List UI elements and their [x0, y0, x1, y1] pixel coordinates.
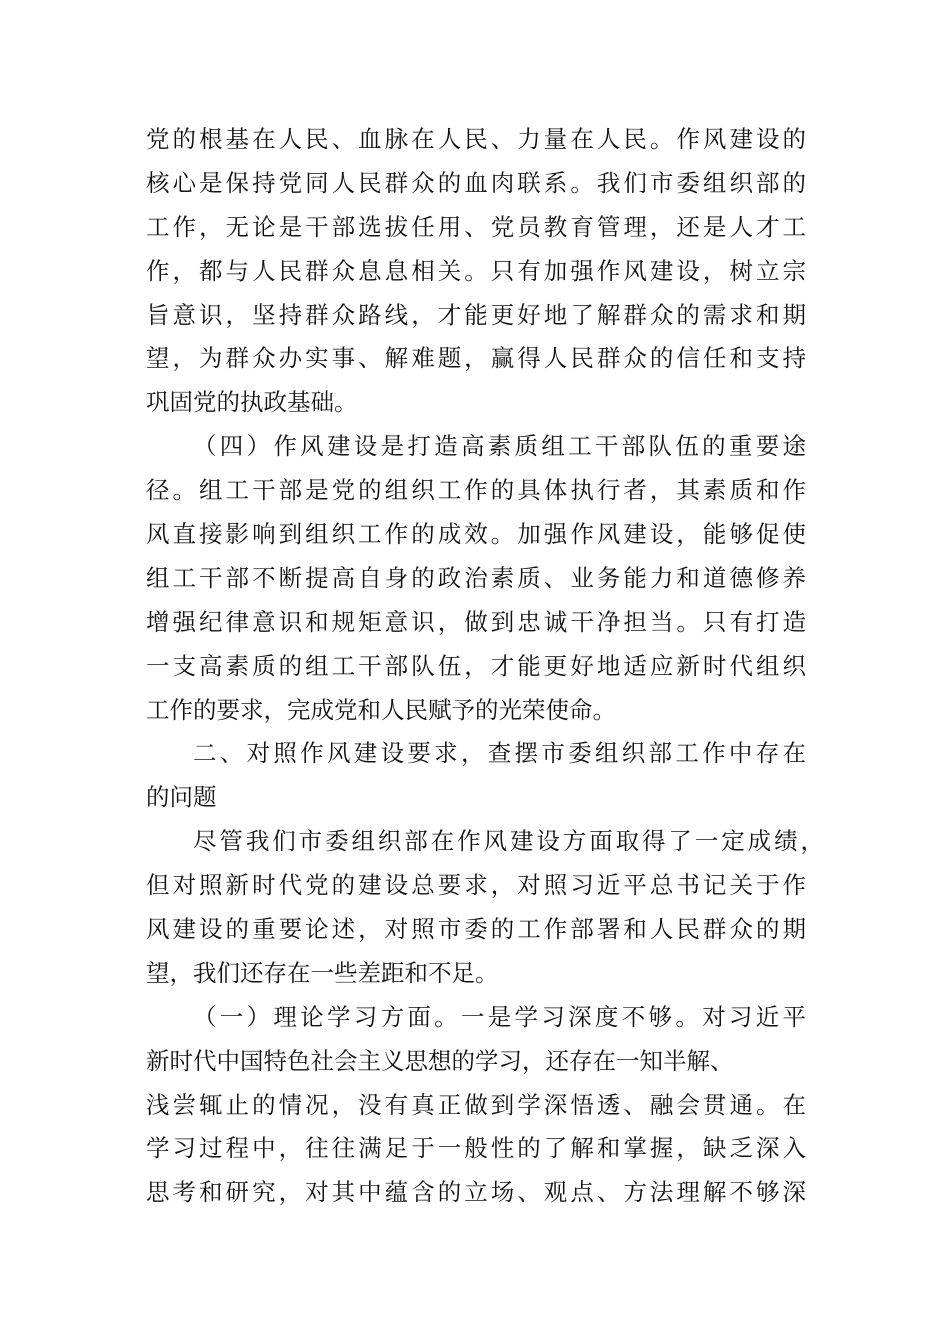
text-line: 巩固党的执政基础。	[146, 388, 358, 417]
text-line: 径。组工干部是党的组织工作的具体执行者，其素质和作	[146, 476, 806, 505]
text-line: 尽管我们市委组织部在作风建设方面取得了一定成绩，	[193, 827, 824, 856]
text-line: 望，我们还存在一些差距和不足。	[146, 958, 499, 987]
text-line: 学习过程中，往往满足于一般性的了解和掌握，缺乏深入	[146, 1134, 806, 1163]
text-line: 组工干部不断提高自身的政治素质、业务能力和道德修养	[146, 563, 806, 592]
section-heading-line: （四）作风建设是打造高素质组工干部队伍的重要途	[193, 432, 806, 461]
text-line: 工作的要求，完成党和人民赋予的光荣使命。	[146, 695, 616, 724]
text-line: 风直接影响到组织工作的成效。加强作风建设，能够促使	[146, 520, 806, 549]
chapter-heading-line: 的问题	[146, 783, 217, 812]
text-line: 党的根基在人民、血脉在人民、力量在人民。作风建设的	[146, 125, 806, 153]
text-line: 一支高素质的组工干部队伍，才能更好地适应新时代组织	[146, 651, 806, 680]
text-line: 工作，无论是干部选拔任用、党员教育管理，还是人才工	[146, 212, 806, 241]
text-line: 浅尝辄止的情况，没有真正做到学深悟透、融会贯通。在	[146, 1090, 806, 1119]
text-line: 但对照新时代党的建设总要求，对照习近平总书记关于作	[146, 871, 806, 900]
section-heading-line: （一）理论学习方面。一是学习深度不够。对习近平	[193, 1002, 806, 1031]
text-line: 旨意识，坚持群众路线，才能更好地了解群众的需求和期	[146, 300, 806, 329]
text-line: 望，为群众办实事、解难题，赢得人民群众的信任和支持	[146, 344, 806, 373]
text-line: 思考和研究，对其中蕴含的立场、观点、方法理解不够深	[146, 1178, 806, 1207]
text-line: 新时代中国特色社会主义思想的学习，还存在一知半解、	[146, 1046, 734, 1075]
text-line: 风建设的重要论述，对照市委的工作部署和人民群众的期	[146, 915, 806, 944]
text-line: 增强纪律意识和规矩意识，做到忠诚干净担当。只有打造	[146, 607, 806, 636]
chapter-heading-line: 二、对照作风建设要求，查摆市委组织部工作中存在	[193, 739, 806, 768]
text-line: 核心是保持党同人民群众的血肉联系。我们市委组织部的	[146, 168, 806, 197]
document-body	[146, 118, 824, 1215]
text-line: 作，都与人民群众息息相关。只有加强作风建设，树立宗	[146, 256, 806, 285]
